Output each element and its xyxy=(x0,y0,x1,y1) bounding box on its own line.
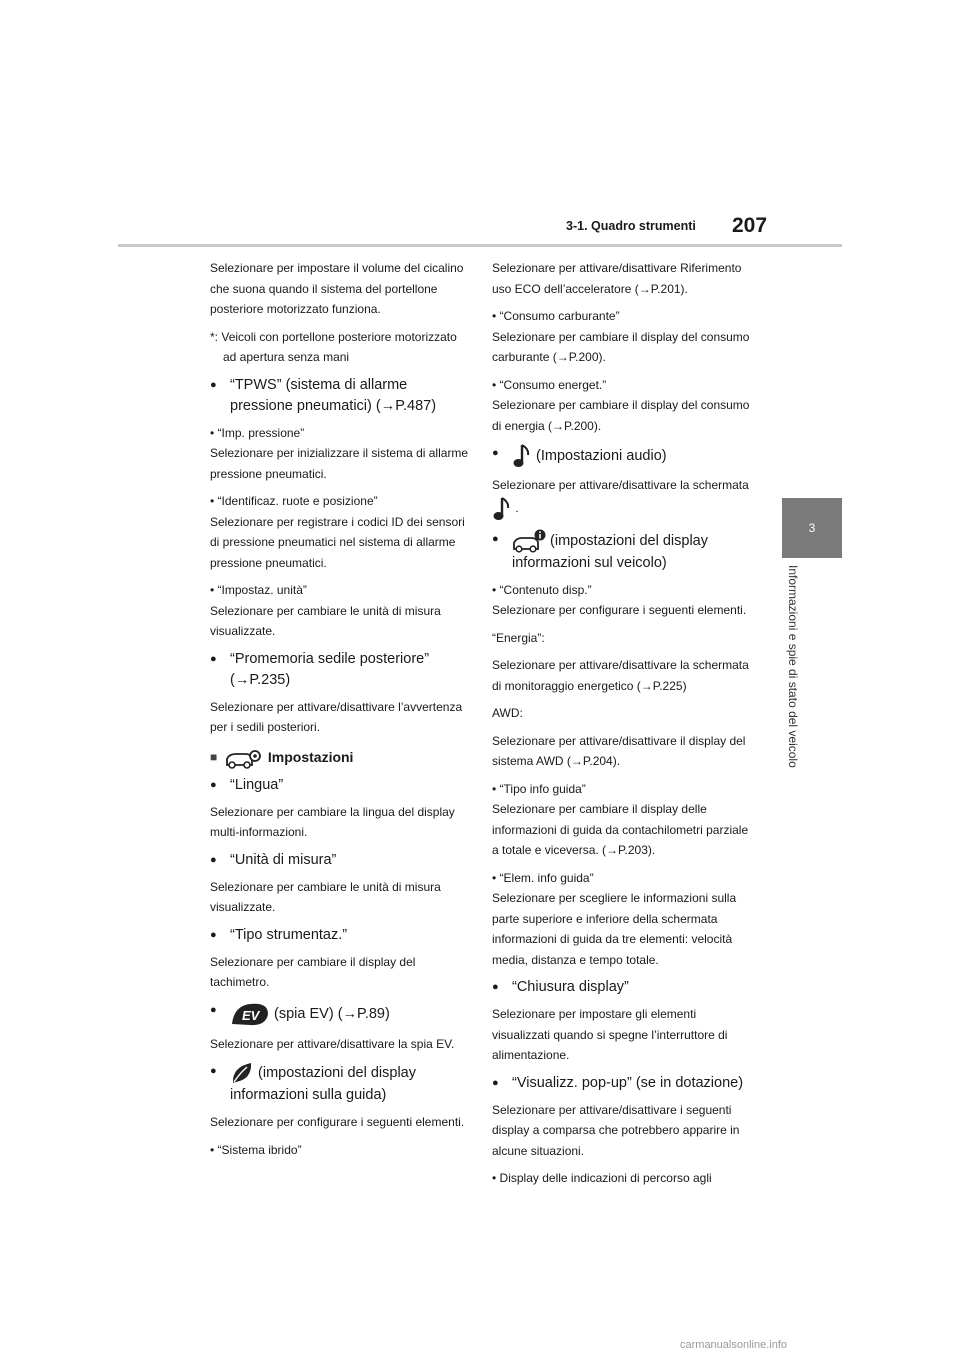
audio-text-a: Selezionare per attivare/disattivare la schermata xyxy=(492,478,749,492)
heading-veicolo xyxy=(492,529,754,574)
paragraph: Selezionare per attivare/disattivare il display del sistema AWD (→P.204). xyxy=(492,733,746,768)
bullet-title: • “Identificaz. ruote e posizione” xyxy=(210,494,378,508)
heading-audio-label: (Impostazioni audio) xyxy=(536,447,667,464)
bullet-item xyxy=(210,491,470,573)
paragraph: Selezionare per impostare il volume del cicalino che suona quando il sistema del portellone posteriore motorizzato funziona. xyxy=(210,261,464,316)
heading-guida-label: (impostazioni del display informazioni sulla guida) xyxy=(230,1065,416,1104)
heading-guida xyxy=(210,1061,470,1106)
ev-icon-label: ● EV xyxy=(242,1007,260,1023)
right-column xyxy=(492,258,754,1196)
page-number: 207 xyxy=(732,214,768,237)
paragraph: Selezionare per attivare/disattivare la spia EV. xyxy=(210,1036,455,1051)
paragraph: Selezionare per attivare/disattivare la schermata di monitoraggio energetico (→P.225) xyxy=(492,658,749,693)
bullet-item xyxy=(210,423,470,485)
music-note-icon xyxy=(492,496,512,522)
audio-text-b: . xyxy=(515,500,519,515)
bullet-item xyxy=(492,375,754,437)
section-title: 3-1. Quadro strumenti xyxy=(566,219,696,233)
paragraph: Selezionare per cambiare il display del tachimetro. xyxy=(210,954,416,990)
heading-impostazioni-label: Impostazioni xyxy=(267,748,354,765)
bullet-text: Selezionare per cambiare le unità di misura visualizzate. xyxy=(210,603,441,638)
paragraph: AWD: xyxy=(492,706,523,720)
vehicle-info-icon xyxy=(512,529,546,553)
chapter-tab: 3 xyxy=(782,498,842,558)
bullet-text: Selezionare per scegliere le informazioni sulla parte superiore e inferiore della schermata informazioni di guida da tre elementi: velocità media, distanza e tempo totale. xyxy=(492,891,737,967)
heading-popup: ● “Visualizz. pop-up” (se in dotazione) xyxy=(492,1073,754,1094)
bullet-title: • “Elem. info guida” xyxy=(492,870,594,885)
heading-veicolo-label: (impostazioni del display informazioni sul veicolo) xyxy=(512,532,708,571)
watermark: carmanualsonline.info xyxy=(680,1339,788,1351)
paragraph: Selezionare per configurare i seguenti elementi. xyxy=(210,1115,465,1130)
left-column xyxy=(210,258,470,1167)
heading-lingua: ● “Lingua” xyxy=(210,775,470,796)
heading-unita: ● “Unità di misura” xyxy=(210,850,470,871)
heading-impostazioni xyxy=(210,746,470,769)
bullet-item xyxy=(492,868,754,971)
bullet-text: Selezionare per registrare i codici ID dei sensori di pressione pneumatici nel sistema di allarme pressione pneumatici. xyxy=(210,514,465,570)
header-rule xyxy=(118,244,842,247)
heading-audio xyxy=(492,443,754,469)
bullet-item xyxy=(492,779,754,861)
heading-promemoria: ● “Promemoria sedile posteriore” (→P.235) xyxy=(210,649,470,691)
heading-tpws: ● “TPWS” (sistema di allarme pressione pneumatici) (→P.487) xyxy=(210,375,470,417)
bullet-title: • “Imp. pressione” xyxy=(210,425,305,440)
bullet-text: Selezionare per inizializzare il sistema di allarme pressione pneumatici. xyxy=(210,446,469,481)
paragraph xyxy=(492,475,754,522)
paragraph: Selezionare per cambiare la lingua del display multi-informazioni. xyxy=(210,804,455,840)
bullet-text: Selezionare per cambiare il display delle informazioni di guida da contachilometri parziale a totale e viceversa. (→P.203). xyxy=(492,802,749,857)
bullet-title: • “Consumo carburante” xyxy=(492,309,620,323)
chapter-sidebar xyxy=(782,565,812,865)
bullet-title: • “Tipo info guida” xyxy=(492,781,586,796)
bullet-title: • “Consumo energet.” xyxy=(492,377,607,392)
settings-car-gear-icon xyxy=(224,747,264,769)
paragraph: Selezionare per cambiare le unità di misura visualizzate. xyxy=(210,879,441,915)
bullet-item xyxy=(210,580,470,642)
paragraph: Selezionare per attivare/disattivare l’avvertenza per i sedili posteriori. xyxy=(210,699,463,734)
paragraph: “Energia”: xyxy=(492,630,545,645)
bullet-item xyxy=(492,306,754,368)
paragraph: Selezionare per attivare/disattivare Riferimento uso ECO dell’acceleratore (→P.201). xyxy=(492,261,742,296)
bullet-title: • “Impostaz. unità” xyxy=(210,583,307,597)
paragraph: Selezionare per impostare gli elementi visualizzati quando si spegne l’interruttore di alimentazione. xyxy=(492,1007,728,1062)
music-note-icon xyxy=(512,443,532,469)
bullet-title: • Display delle indicazioni di percorso agli xyxy=(492,1171,712,1185)
bullet-title: • “Sistema ibrido” xyxy=(210,1142,302,1157)
heading-ev xyxy=(210,1000,470,1028)
footnote-text: Veicoli con portellone posteriore motorizzato ad apertura senza mani xyxy=(221,329,457,364)
heading-ev-label: (spia EV) (→P.89) xyxy=(274,1005,390,1022)
bullet-item xyxy=(492,580,754,621)
bullet-title: • “Contenuto disp.” xyxy=(492,582,592,597)
footnote-mark: *: xyxy=(210,329,219,344)
chapter-title: Informazioni e spie di stato del veicolo xyxy=(786,565,800,768)
heading-tipo: ● “Tipo strumentaz.” xyxy=(210,925,470,946)
eco-leaf-icon xyxy=(230,1061,254,1085)
bullet-text: Selezionare per cambiare il display del consumo di energia (→P.200). xyxy=(492,398,750,433)
footnote xyxy=(210,327,470,368)
bullet-text: Selezionare per cambiare il display del consumo carburante (→P.200). xyxy=(492,329,750,364)
paragraph: Selezionare per attivare/disattivare i seguenti display a comparsa che potrebbero apparire in alcune situazioni. xyxy=(492,1102,740,1158)
bullet-text: Selezionare per configurare i seguenti elementi. xyxy=(492,603,747,617)
ev-indicator-icon xyxy=(230,1000,270,1028)
heading-chiusura: ● “Chiusura display” xyxy=(492,977,754,998)
